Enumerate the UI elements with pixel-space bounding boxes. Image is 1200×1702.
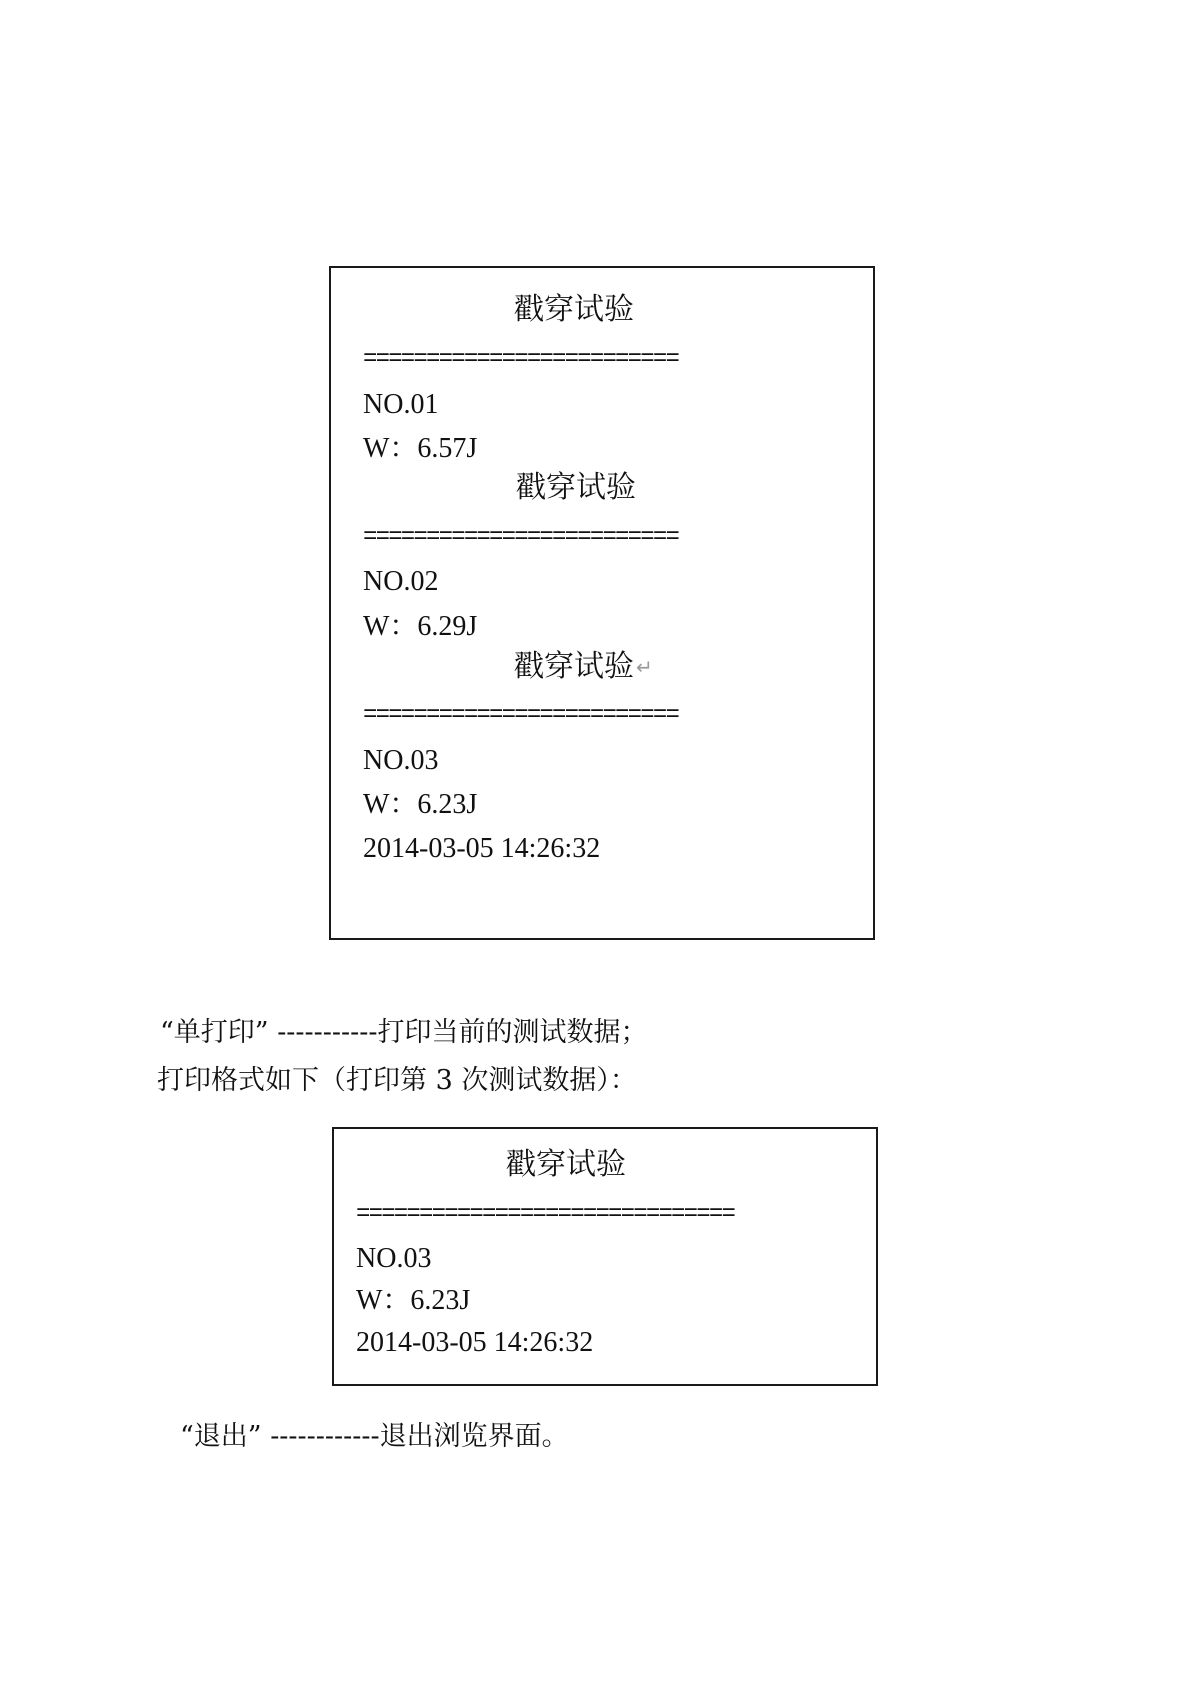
return-mark-icon: ↵ — [636, 655, 653, 679]
record-number: NO.01 — [363, 389, 439, 420]
print-format-description: 打印格式如下（打印第 3 次测试数据）： — [157, 1065, 637, 1096]
record-timestamp: 2014-03-05 14:26:32 — [356, 1327, 594, 1358]
receipt-title: 戳穿试验 — [514, 292, 634, 327]
record-number: NO.03 — [356, 1243, 432, 1274]
record-energy: W：6.57J — [363, 433, 478, 464]
single-print-description: “单打印” -----------打印当前的测试数据； — [160, 1017, 648, 1048]
record-number: NO.02 — [363, 566, 439, 597]
record-energy: W：6.29J — [363, 611, 478, 642]
receipt-separator: ========================= — [363, 526, 679, 550]
exit-description: “退出” ------------退出浏览界面。 — [180, 1421, 569, 1452]
receipt-separator: ============================== — [356, 1203, 735, 1227]
record-number: NO.03 — [363, 745, 439, 776]
receipt-title: 戳穿试验 — [506, 1147, 626, 1182]
record-energy: W：6.23J — [363, 789, 478, 820]
record-timestamp: 2014-03-05 14:26:32 — [363, 833, 601, 864]
receipt-title: 戳穿试验 — [514, 649, 634, 684]
print-receipt-single — [332, 1127, 878, 1386]
receipt-title: 戳穿试验 — [516, 470, 636, 505]
record-energy: W：6.23J — [356, 1285, 471, 1316]
receipt-separator: ========================= — [363, 348, 679, 372]
print-receipt-multi — [329, 266, 875, 940]
receipt-title-row — [514, 649, 653, 685]
receipt-separator: ========================= — [363, 704, 679, 728]
